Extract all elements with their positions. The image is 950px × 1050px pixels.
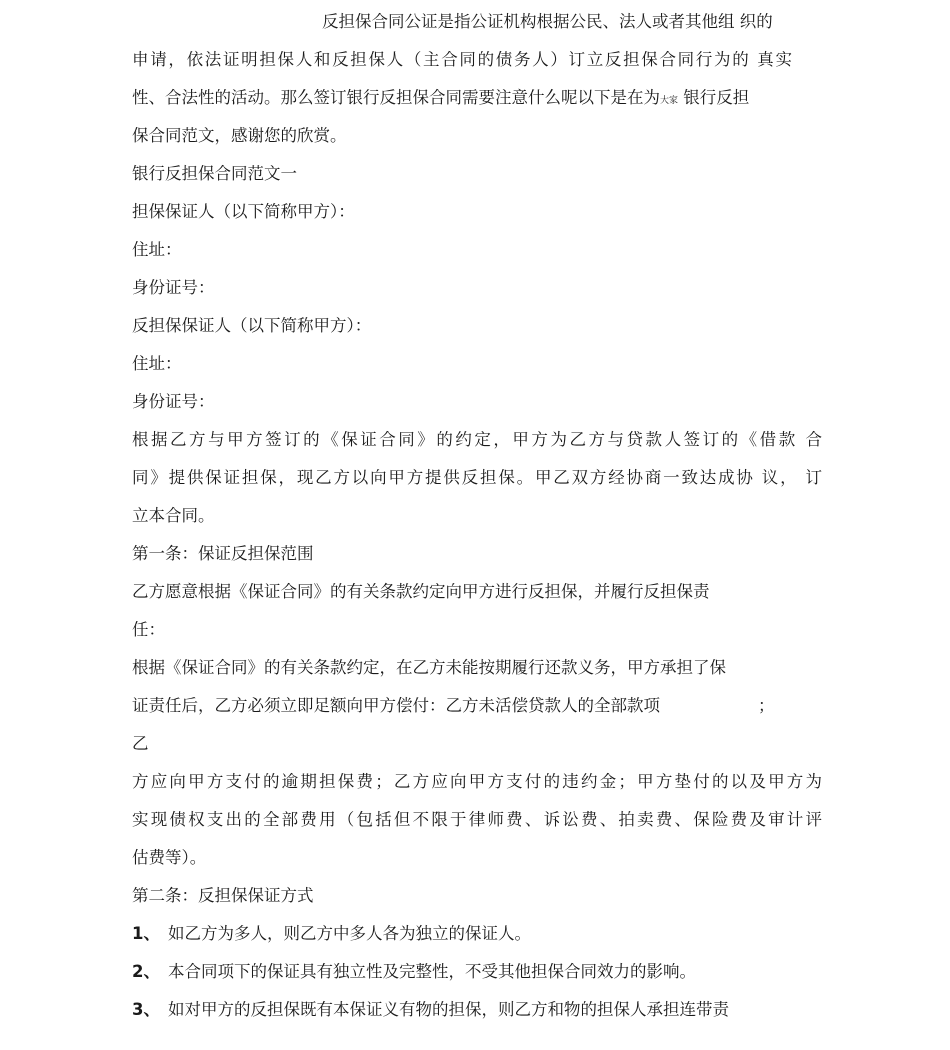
preamble-line-2: 同》提供保证担保，现乙方以向甲方提供反担保。甲乙双方经协商一致达成协 议， 订 [132, 468, 822, 487]
party-a-label: 担保保证人（以下简称甲方）： [132, 202, 355, 221]
party-a-address: 住址： [132, 240, 182, 259]
article-1-para-2-line-2-semicolon: ； [758, 696, 775, 715]
list-item-text: 如乙方为多人，则乙方中多人各为独立的保证人。 [168, 924, 531, 943]
article-1-para-1-line-2: 任： [132, 620, 165, 639]
article-1-para-2-line-5: 实现债权支出的全部费用（包括但不限于律师费、诉讼费、拍卖费、保险费及审计评 [132, 810, 822, 829]
party-b-id: 身份证号： [132, 392, 215, 411]
intro-line-3-text: 性、合法性的活动。那么签订银行反担保合同需要注意什么呢以下是在为 [132, 88, 660, 107]
intro-line-3 [132, 86, 822, 113]
list-item-number: 3、 [132, 1000, 160, 1019]
article-1-para-1-line-1: 乙方愿意根据《保证合同》的有关条款约定向甲方进行反担保，并履行反担保责 [132, 582, 710, 601]
list-item [132, 998, 822, 1022]
intro-line-1: 反担保合同公证是指公证机构根据公民、法人或者其他组 织的 [322, 12, 773, 31]
list-item-text: 如对甲方的反担保既有本保证义有物的担保，则乙方和物的担保人承担连带责 [168, 1000, 729, 1019]
party-b-label: 反担保保证人（以下简称甲方）： [132, 316, 372, 335]
article-1-para-2-line-3: 乙 [132, 734, 149, 753]
list-item [132, 960, 822, 984]
party-b-address: 住址： [132, 354, 182, 373]
article-1-heading: 第一条：保证反担保范围 [132, 544, 314, 563]
list-item-text: 本合同项下的保证具有独立性及完整性，不受其他担保合同效力的影响。 [168, 962, 696, 981]
article-1-para-2-line-1: 根据《保证合同》的有关条款约定，在乙方未能按期履行还款义务，甲方承担了保 [132, 658, 726, 677]
article-1-para-2-line-6: 估费等）。 [132, 848, 207, 867]
intro-line-4: 保合同范文，感谢您的欣赏。 [132, 126, 347, 145]
list-item-number: 1、 [132, 924, 160, 943]
intro-line-2: 申请，依法证明担保人和反担保人（主合同的债务人）订立反担保合同行为的 真实 [132, 50, 792, 69]
intro-line-3-tail: 银行反担 [678, 88, 750, 107]
article-1-para-2-line-4: 方应向甲方支付的逾期担保费；乙方应向甲方支付的违约金；甲方垫付的以及甲方为 [132, 772, 822, 791]
document-title: 银行反担保合同范文一 [132, 164, 297, 183]
preamble-line-3: 立本合同。 [132, 506, 215, 525]
list-item [132, 922, 822, 946]
article-2-heading: 第二条：反担保保证方式 [132, 886, 314, 905]
article-1-para-2-line-2-text: 证责任后，乙方必须立即足额向甲方偿付：乙方未活偿贷款人的全部款项 [132, 696, 660, 715]
preamble-line-1: 根据乙方与甲方签订的《保证合同》的约定，甲方为乙方与贷款人签订的《借款 合 [132, 430, 822, 449]
article-1-para-2-line-2 [132, 694, 822, 718]
intro-line-3-small: 大家 [660, 96, 679, 106]
list-item-number: 2、 [132, 962, 160, 981]
party-a-id: 身份证号： [132, 278, 215, 297]
